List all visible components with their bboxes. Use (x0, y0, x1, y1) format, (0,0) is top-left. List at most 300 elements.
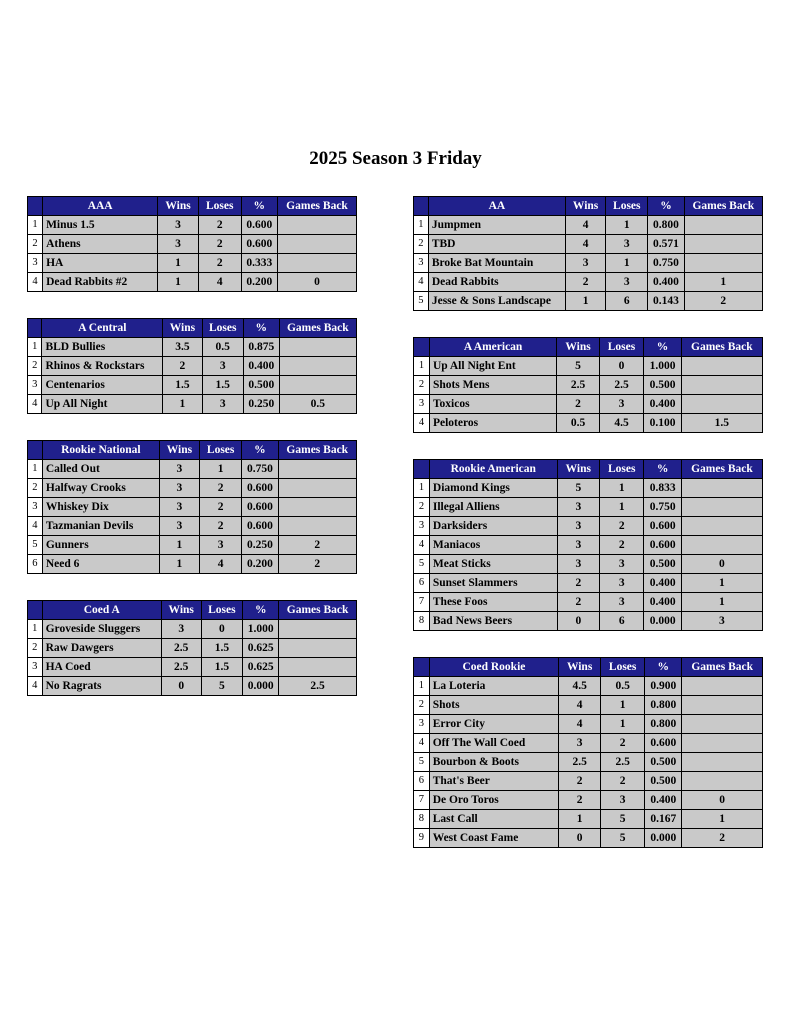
games-back-column-header: Games Back (681, 460, 762, 479)
loses-column-header: Loses (202, 319, 243, 338)
table-row (28, 555, 357, 574)
division-name-header: AAA (43, 197, 158, 216)
team-wins: 3 (557, 555, 599, 574)
row-rank: 1 (28, 216, 43, 235)
team-games-back (279, 357, 356, 376)
table-row (414, 517, 763, 536)
row-rank: 6 (28, 555, 43, 574)
team-win-pct: 0.400 (644, 395, 681, 414)
team-loses: 2 (601, 772, 645, 791)
team-games-back (682, 696, 763, 715)
team-wins: 1 (158, 254, 199, 273)
team-name: Groveside Sluggers (42, 620, 161, 639)
row-rank: 7 (414, 593, 430, 612)
team-win-pct: 0.750 (242, 460, 278, 479)
pct-column-header: % (241, 197, 277, 216)
table-row (414, 216, 763, 235)
table-header-row (414, 197, 763, 216)
team-wins: 4 (566, 216, 606, 235)
row-rank: 1 (414, 479, 430, 498)
table-header-row (28, 601, 357, 620)
team-games-back: 2 (278, 555, 357, 574)
team-name: TBD (428, 235, 565, 254)
team-name: Whiskey Dix (42, 498, 159, 517)
team-wins: 3 (159, 479, 199, 498)
team-wins: 0 (161, 677, 201, 696)
team-wins: 2 (557, 593, 599, 612)
table-row (414, 772, 763, 791)
row-rank: 4 (414, 536, 430, 555)
team-win-pct: 0.600 (645, 734, 682, 753)
loses-column-header: Loses (198, 197, 241, 216)
team-wins: 2 (559, 772, 601, 791)
team-wins: 3 (159, 498, 199, 517)
table-row (28, 216, 357, 235)
team-wins: 4 (566, 235, 606, 254)
team-name: Centenarios (42, 376, 163, 395)
team-loses: 3 (606, 273, 648, 292)
table-row (414, 414, 763, 433)
table-row (414, 612, 763, 631)
row-rank: 3 (28, 658, 43, 677)
team-name: Toxicos (429, 395, 556, 414)
team-win-pct: 0.000 (243, 677, 279, 696)
loses-column-header: Loses (201, 601, 243, 620)
team-loses: 1 (601, 715, 645, 734)
team-win-pct: 0.875 (243, 338, 279, 357)
division-name-header: Coed A (42, 601, 161, 620)
team-name: Sunset Slammers (429, 574, 557, 593)
row-rank: 9 (414, 829, 430, 848)
table-row (414, 235, 763, 254)
division-name-header: Coed Rookie (429, 658, 558, 677)
row-rank: 2 (28, 235, 43, 254)
division-name-header: A Central (42, 319, 163, 338)
team-loses: 5 (601, 810, 645, 829)
row-rank: 2 (414, 696, 430, 715)
team-games-back (681, 376, 762, 395)
team-win-pct: 0.500 (645, 753, 682, 772)
team-wins: 2.5 (161, 639, 201, 658)
team-games-back: 0 (278, 273, 357, 292)
team-games-back (682, 677, 763, 696)
team-games-back: 1 (681, 574, 762, 593)
team-win-pct: 0.600 (241, 235, 277, 254)
table-row (414, 696, 763, 715)
team-name: Minus 1.5 (43, 216, 158, 235)
team-loses: 2 (198, 254, 241, 273)
team-games-back: 0.5 (279, 395, 356, 414)
team-name: Rhinos & Rockstars (42, 357, 163, 376)
team-win-pct: 0.750 (648, 254, 684, 273)
pct-column-header: % (242, 441, 278, 460)
table-row (28, 536, 357, 555)
team-wins: 2.5 (161, 658, 201, 677)
team-wins: 1 (559, 810, 601, 829)
team-win-pct: 0.625 (243, 658, 279, 677)
team-games-back (278, 235, 357, 254)
wins-column-header: Wins (163, 319, 202, 338)
team-games-back (278, 479, 357, 498)
table-header-row (414, 338, 763, 357)
team-win-pct: 0.800 (645, 696, 682, 715)
team-loses: 1 (606, 216, 648, 235)
team-win-pct: 0.143 (648, 292, 684, 311)
team-loses: 0.5 (601, 677, 645, 696)
team-loses: 2 (200, 498, 242, 517)
team-games-back: 2 (682, 829, 763, 848)
team-games-back (278, 254, 357, 273)
team-win-pct: 0.500 (645, 772, 682, 791)
team-wins: 3 (159, 517, 199, 536)
team-wins: 2.5 (557, 376, 599, 395)
team-wins: 4 (559, 715, 601, 734)
rank-column-header (28, 319, 42, 338)
team-wins: 2 (557, 395, 599, 414)
team-win-pct: 0.600 (242, 498, 278, 517)
row-rank: 3 (414, 395, 430, 414)
team-games-back (682, 715, 763, 734)
table-row (414, 292, 763, 311)
team-loses: 1 (606, 254, 648, 273)
row-rank: 4 (28, 677, 43, 696)
team-wins: 3 (557, 517, 599, 536)
row-rank: 4 (28, 395, 42, 414)
team-games-back (684, 216, 762, 235)
team-win-pct: 0.500 (644, 376, 681, 395)
team-win-pct: 0.200 (242, 555, 278, 574)
wins-column-header: Wins (159, 441, 199, 460)
team-name: Shots Mens (429, 376, 556, 395)
team-wins: 5 (557, 479, 599, 498)
rank-column-header (28, 197, 43, 216)
row-rank: 2 (414, 235, 429, 254)
row-rank: 1 (28, 620, 43, 639)
team-wins: 2.5 (559, 753, 601, 772)
row-rank: 5 (414, 753, 430, 772)
loses-column-header: Loses (600, 460, 644, 479)
team-name: Up All Night (42, 395, 163, 414)
team-name: Tazmanian Devils (42, 517, 159, 536)
row-rank: 3 (414, 517, 430, 536)
team-loses: 1 (600, 498, 644, 517)
team-win-pct: 0.167 (645, 810, 682, 829)
team-wins: 3 (566, 254, 606, 273)
team-loses: 3 (200, 536, 242, 555)
table-header-row (28, 441, 357, 460)
row-rank: 7 (414, 791, 430, 810)
rank-column-header (414, 338, 430, 357)
team-games-back (681, 479, 762, 498)
team-loses: 4.5 (599, 414, 644, 433)
team-name: HA (43, 254, 158, 273)
row-rank: 1 (414, 677, 430, 696)
table-row (414, 574, 763, 593)
pct-column-header: % (645, 658, 682, 677)
team-win-pct: 0.000 (645, 829, 682, 848)
team-name: Meat Sticks (429, 555, 557, 574)
team-name: Maniacos (429, 536, 557, 555)
team-wins: 3 (161, 620, 201, 639)
table-header-row (28, 197, 357, 216)
team-loses: 3 (600, 574, 644, 593)
team-win-pct: 0.600 (242, 517, 278, 536)
team-loses: 2.5 (601, 753, 645, 772)
games-back-column-header: Games Back (279, 601, 357, 620)
pct-column-header: % (648, 197, 684, 216)
team-wins: 0 (557, 612, 599, 631)
team-name: Peloteros (429, 414, 556, 433)
team-loses: 2.5 (599, 376, 644, 395)
team-wins: 2 (557, 574, 599, 593)
team-name: Error City (429, 715, 558, 734)
team-loses: 0 (201, 620, 243, 639)
team-loses: 4 (200, 555, 242, 574)
wins-column-header: Wins (161, 601, 201, 620)
loses-column-header: Loses (601, 658, 645, 677)
wins-column-header: Wins (557, 338, 599, 357)
table-row (414, 753, 763, 772)
division-name-header: Rookie American (429, 460, 557, 479)
team-wins: 2 (566, 273, 606, 292)
row-rank: 5 (414, 555, 430, 574)
team-name: Called Out (42, 460, 159, 479)
rank-column-header (414, 658, 430, 677)
team-loses: 1 (200, 460, 242, 479)
team-games-back: 1 (682, 810, 763, 829)
team-win-pct: 0.600 (644, 517, 681, 536)
row-rank: 6 (414, 772, 430, 791)
table-row (414, 555, 763, 574)
team-win-pct: 0.250 (242, 536, 278, 555)
row-rank: 2 (28, 357, 42, 376)
team-name: Halfway Crooks (42, 479, 159, 498)
table-row (28, 517, 357, 536)
table-header-row (28, 319, 357, 338)
rank-column-header (414, 460, 430, 479)
team-games-back (278, 498, 357, 517)
team-name: Illegal Alliens (429, 498, 557, 517)
games-back-column-header: Games Back (682, 658, 763, 677)
team-win-pct: 0.900 (645, 677, 682, 696)
team-games-back: 1.5 (681, 414, 762, 433)
row-rank: 4 (28, 517, 43, 536)
wins-column-header: Wins (158, 197, 199, 216)
table-row (414, 791, 763, 810)
team-loses: 6 (606, 292, 648, 311)
team-name: Last Call (429, 810, 558, 829)
team-loses: 1.5 (201, 639, 243, 658)
team-name: Darksiders (429, 517, 557, 536)
loses-column-header: Loses (599, 338, 644, 357)
table-row (414, 376, 763, 395)
team-name: Bad News Beers (429, 612, 557, 631)
team-wins: 1 (159, 536, 199, 555)
table-row (28, 639, 357, 658)
table-row (28, 479, 357, 498)
team-loses: 2 (198, 235, 241, 254)
team-win-pct: 0.500 (243, 376, 279, 395)
team-loses: 0.5 (202, 338, 243, 357)
team-wins: 3.5 (163, 338, 202, 357)
table-row (28, 498, 357, 517)
team-wins: 4.5 (559, 677, 601, 696)
table-row (28, 376, 357, 395)
team-loses: 3 (606, 235, 648, 254)
team-win-pct: 0.800 (645, 715, 682, 734)
standings-table (27, 600, 357, 696)
table-row (414, 273, 763, 292)
right-column (413, 196, 763, 874)
team-name: That's Beer (429, 772, 558, 791)
pct-column-header: % (644, 460, 681, 479)
team-wins: 2 (559, 791, 601, 810)
team-loses: 2 (601, 734, 645, 753)
table-header-row (414, 658, 763, 677)
team-name: De Oro Toros (429, 791, 558, 810)
team-name: Dead Rabbits (428, 273, 565, 292)
team-loses: 3 (599, 395, 644, 414)
row-rank: 5 (28, 536, 43, 555)
team-name: Up All Night Ent (429, 357, 556, 376)
team-loses: 2 (600, 536, 644, 555)
team-loses: 1 (600, 479, 644, 498)
team-wins: 3 (158, 216, 199, 235)
standings-table (27, 196, 357, 292)
team-loses: 6 (600, 612, 644, 631)
team-name: Shots (429, 696, 558, 715)
games-back-column-header: Games Back (681, 338, 762, 357)
team-loses: 0 (599, 357, 644, 376)
row-rank: 1 (414, 357, 430, 376)
team-win-pct: 0.000 (644, 612, 681, 631)
standings-table (413, 657, 763, 848)
team-name: Gunners (42, 536, 159, 555)
page-title: 2025 Season 3 Friday (309, 148, 482, 169)
team-games-back (279, 658, 357, 677)
team-loses: 2 (200, 479, 242, 498)
row-rank: 4 (414, 734, 430, 753)
table-row (414, 498, 763, 517)
team-win-pct: 0.100 (644, 414, 681, 433)
team-name: West Coast Fame (429, 829, 558, 848)
division-name-header: A American (429, 338, 556, 357)
team-games-back (279, 620, 357, 639)
team-wins: 1.5 (163, 376, 202, 395)
rank-column-header (28, 441, 43, 460)
team-wins: 0 (559, 829, 601, 848)
team-loses: 1.5 (202, 376, 243, 395)
team-games-back (682, 734, 763, 753)
table-row (28, 357, 357, 376)
row-rank: 5 (414, 292, 429, 311)
standings-table (27, 440, 357, 574)
table-row (414, 677, 763, 696)
team-games-back (279, 639, 357, 658)
team-win-pct: 0.400 (648, 273, 684, 292)
row-rank: 4 (28, 273, 43, 292)
team-name: Bourbon & Boots (429, 753, 558, 772)
team-win-pct: 0.800 (648, 216, 684, 235)
team-games-back: 3 (681, 612, 762, 631)
team-loses: 5 (601, 829, 645, 848)
team-win-pct: 0.600 (242, 479, 278, 498)
team-loses: 4 (198, 273, 241, 292)
games-back-column-header: Games Back (684, 197, 762, 216)
team-games-back (682, 772, 763, 791)
table-row (28, 677, 357, 696)
team-win-pct: 0.200 (241, 273, 277, 292)
team-games-back (279, 376, 356, 395)
table-row (28, 235, 357, 254)
team-loses: 2 (200, 517, 242, 536)
table-row (28, 460, 357, 479)
games-back-column-header: Games Back (278, 441, 357, 460)
team-games-back (682, 753, 763, 772)
loses-column-header: Loses (200, 441, 242, 460)
table-row (414, 357, 763, 376)
team-loses: 2 (198, 216, 241, 235)
team-games-back (681, 395, 762, 414)
table-row (414, 536, 763, 555)
team-loses: 3 (600, 555, 644, 574)
row-rank: 3 (414, 715, 430, 734)
table-row (28, 273, 357, 292)
table-row (28, 620, 357, 639)
table-row (414, 734, 763, 753)
team-name: Need 6 (42, 555, 159, 574)
team-name: Jumpmen (428, 216, 565, 235)
team-games-back (681, 517, 762, 536)
wins-column-header: Wins (557, 460, 599, 479)
standings-table (413, 196, 763, 311)
team-wins: 3 (559, 734, 601, 753)
team-games-back (279, 338, 356, 357)
loses-column-header: Loses (606, 197, 648, 216)
team-win-pct: 0.833 (644, 479, 681, 498)
row-rank: 2 (28, 639, 43, 658)
team-win-pct: 0.750 (644, 498, 681, 517)
team-name: Athens (43, 235, 158, 254)
team-win-pct: 1.000 (243, 620, 279, 639)
standings-table (413, 337, 763, 433)
row-rank: 1 (28, 460, 43, 479)
team-name: Raw Dawgers (42, 639, 161, 658)
table-row (414, 479, 763, 498)
standings-table (413, 459, 763, 631)
team-name: Diamond Kings (429, 479, 557, 498)
team-name: Jesse & Sons Landscape (428, 292, 565, 311)
team-win-pct: 0.400 (243, 357, 279, 376)
team-wins: 1 (163, 395, 202, 414)
rank-column-header (414, 197, 429, 216)
team-name: These Foos (429, 593, 557, 612)
team-name: HA Coed (42, 658, 161, 677)
row-rank: 4 (414, 273, 429, 292)
division-name-header: AA (428, 197, 565, 216)
team-name: Off The Wall Coed (429, 734, 558, 753)
table-header-row (414, 460, 763, 479)
row-rank: 4 (414, 414, 430, 433)
team-win-pct: 0.625 (243, 639, 279, 658)
games-back-column-header: Games Back (279, 319, 356, 338)
row-rank: 3 (414, 254, 429, 273)
table-row (414, 829, 763, 848)
team-wins: 3 (557, 536, 599, 555)
team-win-pct: 0.250 (243, 395, 279, 414)
row-rank: 2 (28, 479, 43, 498)
team-games-back: 0 (681, 555, 762, 574)
